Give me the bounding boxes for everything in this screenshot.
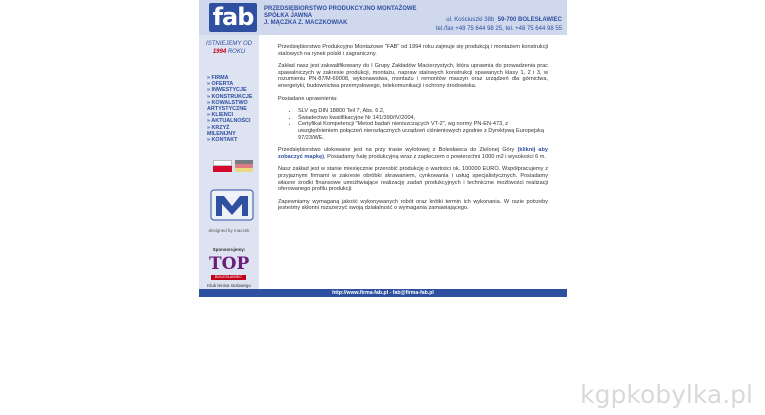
main-content bbox=[278, 44, 548, 218]
top-logo-sub: BOLESŁAWIEC bbox=[211, 275, 246, 280]
top-logo[interactable]: TOP bbox=[209, 254, 250, 274]
sponsor-label: Sponsorujemy: bbox=[212, 247, 246, 252]
menu-item-konstrukcje[interactable]: » KONSTRUKCJE bbox=[207, 93, 253, 100]
menu-item-oferta[interactable]: » OFERTA bbox=[207, 81, 234, 88]
list-item: • SLV wg DIN 18800 Teil 7, Abs. 6.2, bbox=[298, 108, 548, 115]
location-paragraph: Przedsiębiorstwo ulokowane jest na przy trasie wylotowej z Bolesławca do Zielonej Góry (kliknij aby zobaczyć mapkę). Posiadamy halę produkcyjną wraz z zapleczem o powierzchni 1000 m2 i wysokości 6 m. bbox=[278, 147, 548, 160]
menu-item-kowalstwo[interactable]: » KOWALSTWO ARTYSTYCZNE bbox=[207, 99, 248, 113]
address-line: ul. Kościuszki 38b 59-700 BOLESŁAWIEC bbox=[446, 17, 562, 23]
menu-item-krzyz[interactable]: » KRZYŻ MILENIJNY bbox=[207, 124, 236, 137]
list-item: • Certyfikat Kompetencji "Metod badań nieniszczących VT-2", wg normy PN-EN-473, z uwzględnieniem połączeń nierozłącznych urządzeń ciśnieniowych zgodnie z Dyrektywą Europejską 97/23/WE. bbox=[298, 121, 548, 141]
watermark: kgpkobylka.pl bbox=[580, 380, 753, 409]
fab-logo[interactable]: fab bbox=[209, 3, 257, 32]
menu-item-inwestycje[interactable]: » INWESTYCJE bbox=[207, 87, 247, 94]
intro-paragraph: Przedsiębiorstwo Produkcyjno Montażowe "FAB" od 1994 roku zajmuje się produkcją i montażem konstrukcji stalowych na rynek polski i zagraniczny. bbox=[278, 44, 548, 57]
map-link[interactable]: (kliknij aby zobaczyć mapkę) bbox=[278, 147, 548, 160]
klub-label: Klub tenisa stołowego bbox=[207, 283, 251, 288]
german-flag-icon[interactable] bbox=[235, 160, 253, 172]
list-item: • Świadectwo kwalifikacyjne Nr 141/390/IV/2004, bbox=[298, 115, 548, 122]
designed-by[interactable]: designed by maczek bbox=[208, 228, 250, 233]
phone-line: tel./fax +48 75 644 98 25, tel. +48 75 644 98 55 bbox=[435, 26, 562, 32]
menu-item-klienci[interactable]: » KLIENCI bbox=[207, 112, 234, 119]
menu-item-aktualnosci[interactable]: » AKTUALNOŚCI bbox=[207, 118, 251, 125]
polish-flag-icon[interactable] bbox=[213, 160, 232, 172]
footer-bar[interactable]: http://www.firma-fab.pl - fab@firma-fab.pl bbox=[199, 289, 567, 297]
rights-heading: Posiadane uprawnienia: bbox=[278, 95, 338, 102]
quality-paragraph: Zapewniamy wymaganą jakość wykonywanych robót oraz krótki termin ich wykonania. W razie potrzeby jesteśmy skłonni rozszerzyć swoją działalność o wymagania zamawiającego. bbox=[278, 198, 548, 212]
company-name: PRZEDSIĘBIORSTWO PRODUKCYJNO MONTAŻOWE SPÓŁKA JAWNA J. MĄCZKA Z. MACZKOWIAK bbox=[264, 6, 417, 26]
menu-item-kontakt[interactable]: » KONTAKT bbox=[207, 137, 238, 144]
since-badge: ISTNIEJEMY OD 1994 ROKU bbox=[206, 41, 252, 55]
qualification-paragraph: Zakład nasz jest zakwalifikowany do I Grupy Zakładów Macierzystych, która uprawnia do prowadzenia prac spawalniczych w zakresie produkcji, montażu, napraw stalowych konstrukcji spawanych klasy 1, 2 i 3, w rozumieniu PN-87/M-69008, wykonawstwa, montażu i remontów maszyn oraz urządzeń dla górnictwa, energetyki, budownictwa przemysłowego, telekomunikacji i ochrony środowiska. bbox=[278, 63, 548, 89]
main-menu bbox=[207, 75, 259, 143]
rights-list bbox=[278, 108, 548, 141]
company-emblem-icon bbox=[210, 188, 254, 222]
capacity-paragraph: Nasz zakład jest w stanie miesięcznie przerobić produkcję o wartości ok. 100000 EURO. Współpracujemy z przyjaznymi firmami w zakresie obróbki skrawaniem, cynkowania i usług specjalistycznych. Posiadamy własne środki finansowe umożliwiające realizację zadań produkcyjnych i techniczne możliwości realizacji oferowanego profilu produkcji. bbox=[278, 166, 548, 193]
menu-item-firma[interactable]: » FIRMA bbox=[207, 75, 229, 81]
